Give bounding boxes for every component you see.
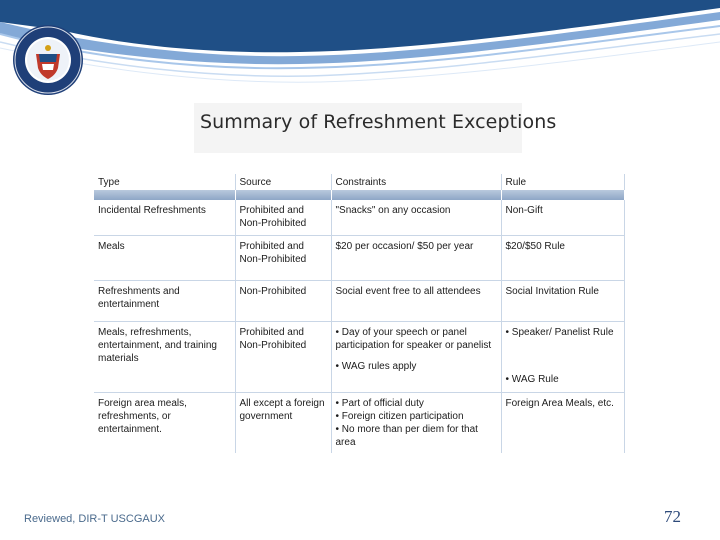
cell-type: Meals [94,236,235,281]
header-stripe [94,190,624,200]
cell-type: Refreshments and entertainment [94,281,235,322]
cell-source: Prohibited and Non-Prohibited [235,322,331,393]
table-row [94,236,624,281]
cell-rule: Foreign Area Meals, etc. [501,393,624,454]
header-rule: Rule [501,174,624,190]
cell-type: Meals, refreshments, entertainment, and training materials [94,322,235,393]
slide-title: Summary of Refreshment Exceptions [200,111,557,133]
cell-rule: • Speaker/ Panelist Rule • WAG Rule [501,322,624,393]
refreshment-exceptions-table [94,174,624,448]
title-image-box [194,103,557,153]
cell-rule: Social Invitation Rule [501,281,624,322]
page-number: 72 [664,507,681,526]
cell-source: All except a foreign government [235,393,331,454]
cell-constraints: Social event free to all attendees [331,281,501,322]
cell-source: Non-Prohibited [235,281,331,322]
cell-constraints: "Snacks" on any occasion [331,200,501,236]
coast-guard-auxiliary-seal-icon [12,24,84,96]
cell-type: Incidental Refreshments [94,200,235,236]
header-swoosh [0,0,720,95]
table-row [94,281,624,322]
cell-constraints: • Part of official duty • Foreign citizen participation • No more than per diem for that area [331,393,501,454]
cell-source: Prohibited and Non-Prohibited [235,236,331,281]
cell-rule: $20/$50 Rule [501,236,624,281]
header-source: Source [235,174,331,190]
cell-constraints: • Day of your speech or panel participation for speaker or panelist • WAG rules apply [331,322,501,393]
header-constraints: Constraints [331,174,501,190]
table-row [94,322,624,393]
table-row [94,200,624,236]
table-row [94,393,624,454]
footer-text: Reviewed, DIR-T USCGAUX [24,513,165,525]
cell-type: Foreign area meals, refreshments, or entertainment. [94,393,235,454]
cell-constraints: $20 per occasion/ $50 per year [331,236,501,281]
cell-source: Prohibited and Non-Prohibited [235,200,331,236]
header-type: Type [94,174,235,190]
cell-rule: Non-Gift [501,200,624,236]
